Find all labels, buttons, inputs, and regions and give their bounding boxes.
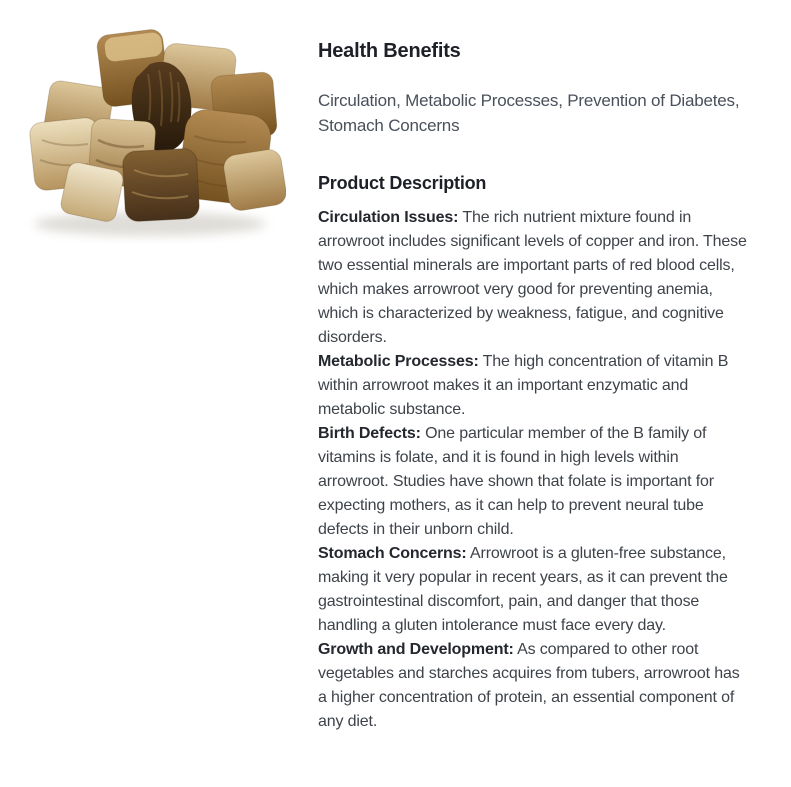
health-benefits-title: Health Benefits: [318, 40, 461, 62]
paragraph-label: Birth Defects:: [318, 425, 421, 442]
paragraph-label: Growth and Development:: [318, 641, 514, 658]
paragraph-label: Metabolic Processes:: [318, 353, 479, 370]
description-paragraph-growth: [318, 638, 748, 734]
description-paragraph-metabolic: [318, 350, 748, 422]
paragraph-text: As compared to other root vegetables and starches acquires from tubers, arrowroot has a higher concentration of protein, an essential component of any diet.: [318, 641, 740, 730]
paragraph-text: The high concentration of vitamin B within arrowroot makes it an important enzymatic and metabolic substance.: [318, 353, 729, 418]
paragraph-label: Circulation Issues:: [318, 209, 459, 226]
paragraph-text: The rich nutrient mixture found in arrowroot includes significant levels of copper and iron. These two essential minerals are important parts of red blood cells, which makes arrowroot very good for preventing anemia, which is characterized by weakness, fatigue, and cognitive disorders.: [318, 209, 747, 346]
arrowroot-pieces-illustration: [14, 8, 286, 244]
product-description-body: [318, 206, 748, 734]
product-photo: [14, 8, 286, 244]
health-benefits-summary: Circulation, Metabolic Processes, Prevention of Diabetes, Stomach Concerns: [318, 91, 740, 135]
product-info-panel: [318, 0, 748, 734]
paragraph-text: One particular member of the B family of vitamins is folate, and it is found in high levels within arrowroot. Studies have shown that folate is important for expecting mothers, as it can help to prevent neural tube defects in their unborn child.: [318, 425, 714, 538]
description-paragraph-stomach: [318, 542, 748, 638]
product-description-title: Product Description: [318, 173, 487, 193]
paragraph-label: Stomach Concerns:: [318, 545, 467, 562]
description-paragraph-birth-defects: [318, 422, 748, 542]
paragraph-text: Arrowroot is a gluten-free substance, making it very popular in recent years, as it can prevent the gastrointestinal discomfort, pain, and danger that those handling a gluten intolerance must face every day.: [318, 545, 728, 634]
description-paragraph-circulation: [318, 206, 748, 350]
